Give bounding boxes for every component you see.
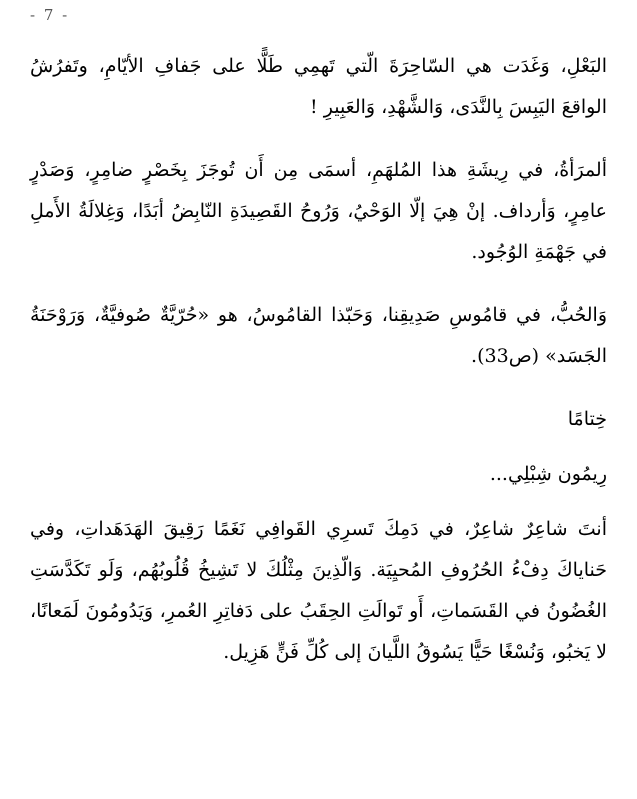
paragraph: ألمرَأةُ، في رِيشَةِ هذا المُلهَمِ، أسمَى مِن أَن تُوجَزَ بِخَصْرٍ ضامِرٍ، وَصَدْرٍ عامِرٍ، وَأرداف. إنْ هِيَ إلّا الوَحْيُ، وَرُوحُ القَصِيدَةِ النّابِضُ أبَدًا، وَغِلالَةُ الأَملِ في جَهْمَةِ الوُجُود. bbox=[30, 159, 607, 263]
addressee-name: رِيمُون شِبْلِي... bbox=[489, 463, 607, 485]
paragraph: أنتَ شاعِرٌ شاعِرٌ، في دَمِكَ تَسرِي القَوافِي نَغَمًا رَقِيقَ الهَدَهَداتِ، وفي حَناياكَ دِفْءُ الحُرُوفِ المُحيِيَة. وَالّذِينَ مِثْلُكَ لا تَشِيخُ قُلُوبُهُم، وَلَو تَكَدَّسَتِ الغُضُونُ في القَسَماتِ، أَو تَوالَتِ الحِقَبُ على دَفاتِرِ العُمرِ، وَيَدُومُونَ لَمَعانًا، لا يَخبُو، وَنُسْغًا حَيًّا يَسُوقُ اللَّيانَ إلى كُلِّ فَنٍّ هَزِيل. bbox=[30, 518, 607, 663]
paragraph: وَالحُبُّ، في قامُوسِ صَدِيقِنا، وَحَبّذا القامُوسُ، هو «حُرّيَّةٌ صُوفيَّةٌ، وَرَوْحَنَةُ الجَسَد» (ص33). bbox=[30, 304, 607, 367]
page-number: - 7 - bbox=[30, 6, 70, 24]
document-body bbox=[30, 46, 607, 695]
closing-heading: خِتامًا bbox=[567, 408, 607, 430]
paragraph: البَعْلِ، وَغَدَت هي السّاحِرَةَ الّتي تَهمِي طَلًّا على جَفافِ الأيّامِ، وتَفرُشُ الواقعَ اليَبِسَ بِالنَّدَى، وَالشَّهْدِ، وَالعَبِيرِ ! bbox=[30, 55, 607, 118]
